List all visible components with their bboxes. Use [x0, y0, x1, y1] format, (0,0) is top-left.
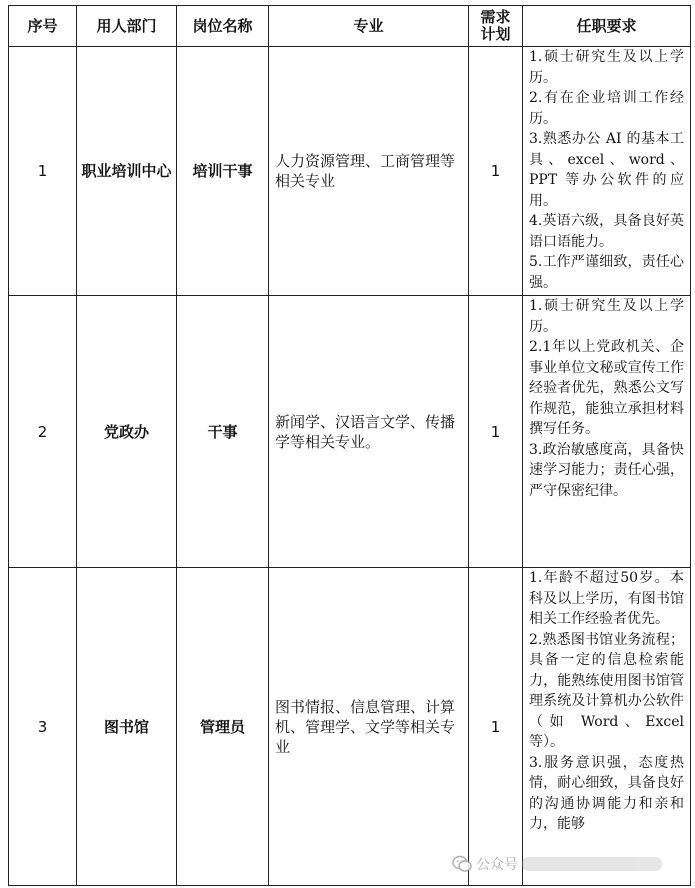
recruitment-table [8, 5, 691, 886]
cell-dept: 图书馆 [77, 568, 177, 886]
requirement-item: 2.1年以上党政机关、企事业单位文秘或宣传工作经验者优先，熟悉公文写作规范，能独立承担材料撰写任务。 [529, 339, 684, 437]
header-major: 专业 [269, 6, 469, 47]
watermark-label: 公众号 [476, 857, 518, 873]
header-position: 岗位名称 [177, 6, 269, 47]
requirement-item: 3.政治敏感度高，具备快速学习能力；责任心强，严守保密纪律。 [529, 441, 684, 499]
cell-no: 2 [9, 296, 77, 568]
cell-demand: 1 [469, 47, 523, 296]
cell-position: 管理员 [177, 568, 269, 886]
cell-requirements [523, 296, 691, 568]
requirement-item: 1.硕士研究生及以上学历。 [529, 49, 684, 86]
watermark [452, 852, 662, 876]
header-dept: 用人部门 [77, 6, 177, 47]
header-requirements: 任职要求 [523, 6, 691, 47]
header-demand-line1: 需求 [480, 8, 511, 26]
table-row [9, 296, 691, 568]
cell-major: 图书情报、信息管理、计算机、管理学、文学等相关专业 [269, 568, 469, 886]
cell-major: 新闻学、汉语言文学、传播学等相关专业。 [269, 296, 469, 568]
table-row [9, 568, 691, 886]
table-row [9, 47, 691, 296]
requirement-item: 1.年龄不超过50岁。本科及以上学历，有图书馆相关工作经验者优先。 [529, 570, 684, 627]
wechat-icon [452, 855, 472, 873]
requirement-item: 3.熟悉办公 AI 的基本工具、excel、word、PPT 等办公软件的应用。 [529, 131, 684, 209]
requirement-item: 2.有在企业培训工作经历。 [529, 90, 684, 127]
cell-dept: 职业培训中心 [77, 47, 177, 296]
cell-demand: 1 [469, 568, 523, 886]
requirement-item: 5.工作严谨细致，责任心强。 [529, 254, 684, 291]
cell-dept: 党政办 [77, 296, 177, 568]
requirements-clip [529, 568, 684, 884]
cell-major: 人力资源管理、工商管理等相关专业 [269, 47, 469, 296]
cell-requirements [523, 47, 691, 296]
watermark-account-blur [522, 857, 662, 871]
cell-requirements [523, 568, 691, 886]
cell-no: 3 [9, 568, 77, 886]
requirement-item: 2.熟悉图书馆业务流程；具备一定的信息检索能力，能熟练使用图书馆管理系统及计算机办公软件（如 Word、Excel 等）。 [529, 631, 684, 750]
cell-no: 1 [9, 47, 77, 296]
cell-position: 干事 [177, 296, 269, 568]
cell-position: 培训干事 [177, 47, 269, 296]
table-header-row [9, 6, 691, 47]
header-demand-line2: 计划 [480, 25, 511, 43]
header-demand [469, 6, 523, 47]
header-no: 序号 [9, 6, 77, 47]
requirement-item: 3.服务意识强，态度热情，耐心细致，具备良好的沟通协调能力和亲和力，能够 [529, 754, 684, 832]
requirement-item: 4.英语六级，具备良好英语口语能力。 [529, 213, 684, 250]
cell-demand: 1 [469, 296, 523, 568]
requirement-item: 1.硕士研究生及以上学历。 [529, 298, 684, 335]
